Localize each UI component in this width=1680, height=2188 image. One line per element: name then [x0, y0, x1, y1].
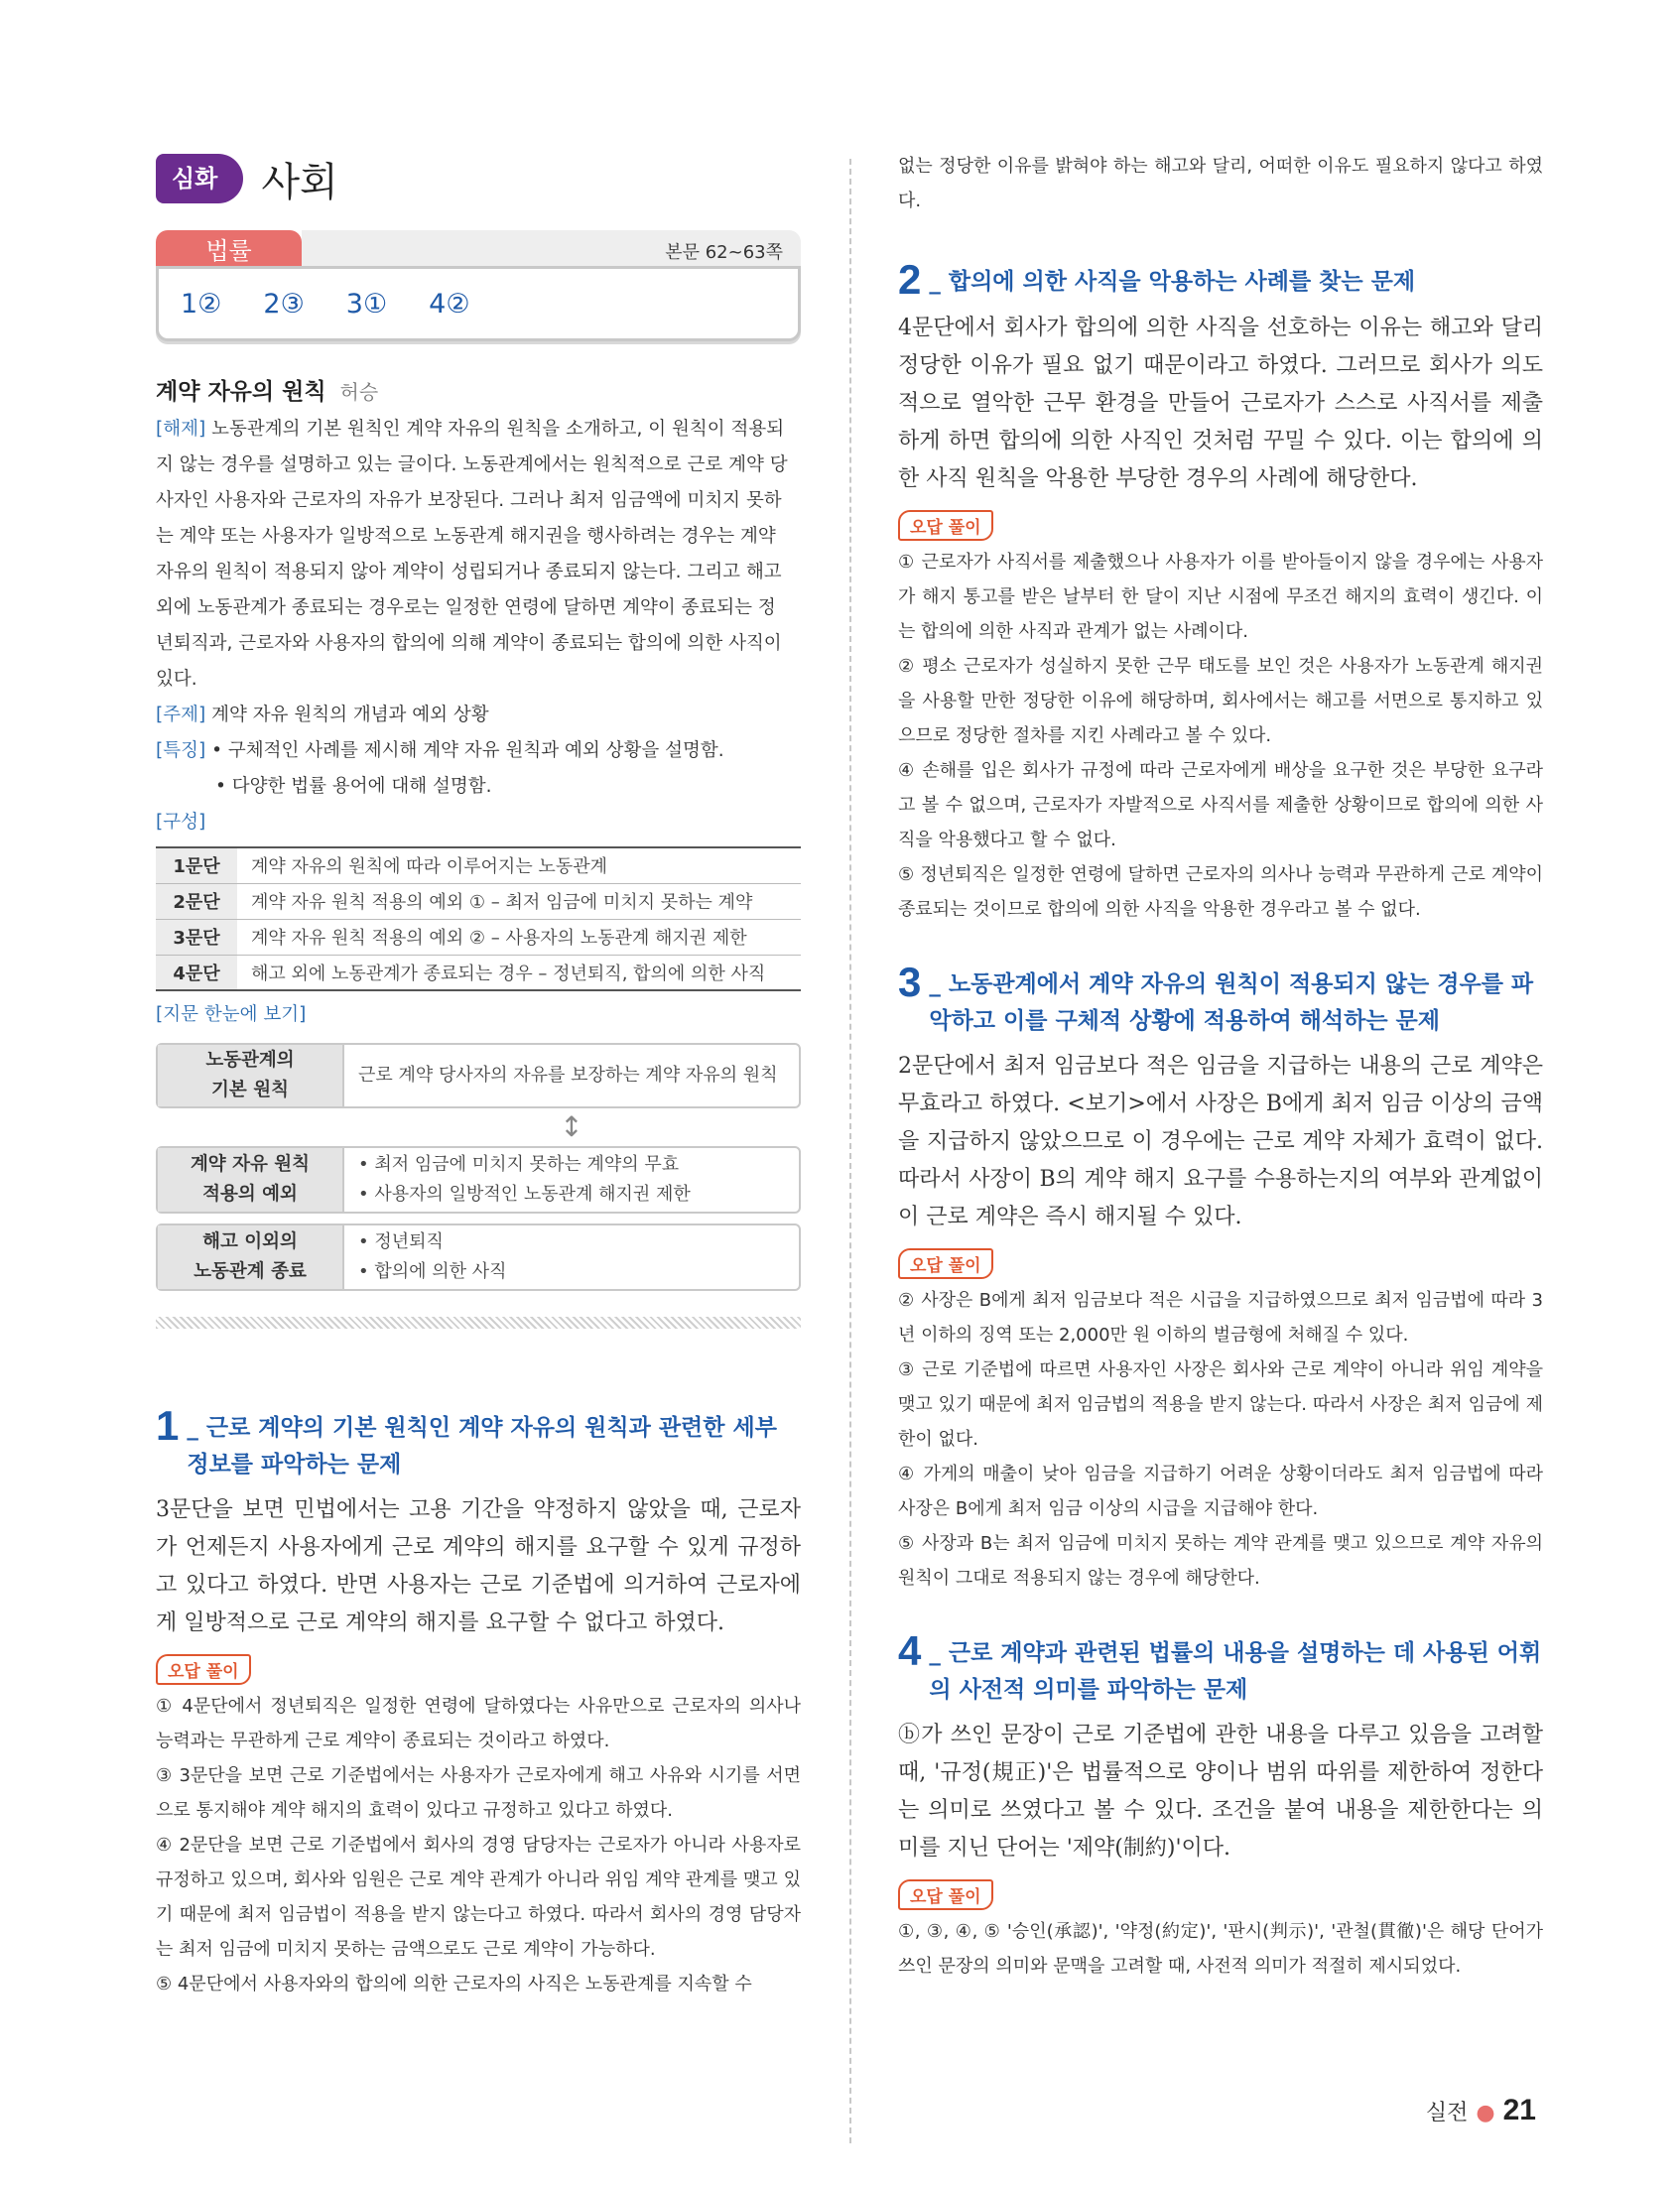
overview-tag: [지문 한눈에 보기] — [156, 1004, 307, 1025]
overview-key — [158, 1045, 344, 1106]
section-header — [156, 149, 801, 208]
overview-value-line: • 사용자의 일방적인 노동관계 해지권 제한 — [358, 1184, 691, 1205]
question-title: _ 합의에 의한 사직을 악용하는 사례를 찾는 문제 — [929, 269, 1416, 295]
question-3 — [898, 961, 1543, 1596]
theme-tag: [주제] — [156, 705, 206, 725]
answer-item: 3① — [345, 288, 388, 320]
structure-label — [156, 805, 801, 840]
intro-line: 지 않는 경우를 설명하고 있는 글이다. 노동관계에서는 원칙적으로 근로 계약 당 — [156, 454, 788, 475]
question-heading — [898, 1629, 1543, 1709]
overview-value-line: • 정년퇴직 — [358, 1231, 444, 1252]
footer-dot-icon: ● — [1476, 2101, 1495, 2125]
overview-row — [156, 1043, 801, 1108]
structure-table — [156, 846, 801, 991]
overview-row — [156, 1223, 801, 1291]
feature-item: • 다양한 법률 용어에 대해 설명함. — [215, 776, 492, 797]
overview-value — [344, 1148, 799, 1212]
question-body: 2문단에서 최저 임금보다 적은 임금을 지급하는 내용의 근로 계약은 무효라고 하였다. <보기>에서 사장은 B에게 최저 임금 이상의 금액을 지급하지 않았으므로 이 경우에는 근로 계약 자체가 효력이 없다. 따라서 사장이 B의 계약 해지 요구를 수용하는지의 여부와 관계없이 이 근로 계약은 즉시 해지될 수 있다. — [898, 1054, 1543, 1229]
wrong-answer-explanation: ①, ③, ④, ⑤ '승인(承認)', '약정(約定)', '판시(判示)', '관철(貫徹)'은 해당 단어가 쓰인 문장의 의미와 문맥을 고려할 때, 사전적 의미가 적절히 제시되었다. — [898, 1921, 1543, 1977]
answer-page-ref: 본문 62~63쪽 — [665, 242, 783, 263]
passage-intro — [156, 412, 801, 698]
intro-line: 있다. — [156, 669, 197, 690]
wrong-answer-badge: 오답 풀이 — [898, 1879, 993, 1910]
table-row — [156, 919, 801, 955]
right-column — [898, 149, 1543, 1984]
footer-label: 실전 — [1425, 2101, 1469, 2125]
passage-title — [156, 373, 801, 406]
question-body: ⓑ가 쓰인 문장이 근로 기준법에 관한 내용을 다루고 있음을 고려할 때, '규정(規正)'은 법률적으로 양이나 범위 따위를 제한하여 정한다는 의미로 쓰였다고 볼 수 있다. 조건을 붙여 내용을 제한한다는 의미를 지닌 단어는 '제약(制約)'이다. — [898, 1723, 1543, 1861]
structure-key: 4문단 — [156, 955, 237, 990]
wrong-answer-badge: 오답 풀이 — [898, 510, 993, 541]
overview-key — [158, 1225, 344, 1289]
question-number: 1 — [156, 1402, 180, 1449]
overview-label — [156, 997, 801, 1033]
intro-line: 는 계약 또는 사용자가 일방적으로 노동관계 해지권을 행사하려는 경우는 계약 — [156, 526, 776, 547]
overview-value-line: • 최저 임금에 미치지 못하는 계약의 무효 — [358, 1154, 680, 1175]
question-heading — [156, 1404, 801, 1483]
left-column — [156, 149, 801, 2001]
structure-tag: [구성] — [156, 812, 206, 833]
answer-tab: 법률 — [156, 230, 302, 272]
answer-item: 4② — [429, 288, 470, 320]
table-row — [156, 847, 801, 883]
overview-key — [158, 1148, 344, 1212]
overview-key-line: 계약 자유 원칙 — [190, 1154, 311, 1175]
answer-item: 2③ — [263, 288, 305, 320]
question-2 — [898, 258, 1543, 927]
intro-line: 자유의 원칙이 적용되지 않아 계약이 성립되거나 종료되지 않는다. 그리고 해고 — [156, 562, 782, 582]
overview-key-line: 노동관계의 — [205, 1050, 295, 1071]
wrong-answer-explanation: ② 사장은 B에게 최저 임금보다 적은 시급을 지급하였으므로 최저 임금법에 따라 3년 이하의 징역 또는 2,000만 원 이하의 벌금형에 처해질 수 있다. ③ 근로 기준법에 따르면 사용자인 사장은 회사와 근로 계약이 아니라 위임 계약을 맺고 있기 때문에 최저 임금법의 적용을 받지 않는다. 따라서 사장은 최저 임금에 제한이 없다. ④ 가게의 매출이 낮아 임금을 지급하기 어려운 상황이더라도 최저 임금법에 따라 사장은 B에게 최저 임금 이상의 시급을 지급해야 한다. ⑤ 사장과 B는 최저 임금에 미치지 못하는 계약 관계를 맺고 있으므로 계약 자유의 원칙이 그대로 적용되지 않는 경우에 해당한다. — [898, 1290, 1543, 1589]
question-heading — [898, 961, 1543, 1040]
question-number: 3 — [898, 959, 922, 1005]
structure-value: 해고 외에 노동관계가 종료되는 경우 – 정년퇴직, 합의에 의한 사직 — [237, 955, 801, 990]
question-body: 3문단을 보면 민법에서는 고용 기간을 약정하지 않았을 때, 근로자가 언제든지 사용자에게 근로 계약의 해지를 요구할 수 있게 규정하고 있다고 하였다. 반면 사용자는 근로 기준법에 의거하여 근로자에게 일방적으로 근로 계약의 해지를 요구할 수 없다고 하였다. — [156, 1497, 801, 1635]
answer-box — [156, 230, 801, 343]
theme-text: 계약 자유 원칙의 개념과 예외 상황 — [211, 705, 489, 725]
table-row — [156, 883, 801, 919]
section-badge: 심화 — [156, 154, 243, 203]
overview-key-line: 기본 원칙 — [211, 1080, 289, 1100]
overview-key-line: 노동관계 종료 — [194, 1261, 307, 1282]
structure-key: 2문단 — [156, 883, 237, 919]
wrong-answer-explanation: ① 근로자가 사직서를 제출했으나 사용자가 이를 받아들이지 않을 경우에는 사용자가 해지 통고를 받은 날부터 한 달이 지난 시점에 무조건 해지의 효력이 생긴다. 이는 합의에 의한 사직과 관계가 없는 사례이다. ② 평소 근로자가 성실하지 못한 근무 태도를 보인 것은 사용자가 노동관계 해지권을 사용할 만한 정당한 이유에 해당하며, 회사에서는 해고를 서면으로 통지하고 있으므로 정당한 절차를 지킨 사례라고 볼 수 있다. ④ 손해를 입은 회사가 규정에 따라 근로자에게 배상을 요구한 것은 부당한 요구라고 볼 수 없으며, 근로자가 자발적으로 사직서를 제출한 상황이므로 합의에 의한 사직을 악용했다고 할 수 없다. ⑤ 정년퇴직은 일정한 연령에 달하면 근로자의 의사나 능력과 무관하게 근로 계약이 종료되는 것이므로 합의에 의한 사직을 악용한 경우라고 볼 수 없다. — [898, 552, 1543, 920]
updown-arrow-icon: ↕ — [560, 1110, 583, 1143]
wrong-answer-badge: 오답 풀이 — [156, 1654, 251, 1685]
structure-key: 1문단 — [156, 847, 237, 883]
question-number: 4 — [898, 1627, 922, 1674]
table-row — [156, 955, 801, 990]
intro-line: 년퇴직과, 근로자와 사용자의 합의에 의해 계약이 종료되는 합의에 의한 사직이 — [156, 633, 782, 654]
question-title: _ 노동관계에서 계약 자유의 원칙이 적용되지 않는 경우를 파악하고 이를 구체적 상황에 적용하여 해석하는 문제 — [929, 971, 1534, 1034]
overview-value-line: 근로 계약 당사자의 자유를 보장하는 계약 자유의 원칙 — [358, 1065, 778, 1086]
intro-line: 사자인 사용자와 근로자의 자유가 보장된다. 그러나 최저 임금액에 미치지 못하 — [156, 490, 782, 511]
overview-value — [344, 1045, 799, 1106]
intro-tag: [해제] — [156, 419, 206, 440]
overview-key-line: 적용의 예외 — [202, 1184, 298, 1205]
page-footer — [1426, 2094, 1536, 2127]
structure-value: 계약 자유 원칙 적용의 예외 ① – 최저 임금에 미치지 못하는 계약 — [237, 883, 801, 919]
question-1 — [156, 1404, 801, 2001]
intro-line: 노동관계의 기본 원칙인 계약 자유의 원칙을 소개하고, 이 원칙이 적용되 — [211, 419, 785, 440]
passage-title-text: 계약 자유의 원칙 — [156, 379, 326, 405]
structure-value: 계약 자유 원칙 적용의 예외 ② – 사용자의 노동관계 해지권 제한 — [237, 919, 801, 955]
question-title: _ 근로 계약의 기본 원칙인 계약 자유의 원칙과 관련한 세부 정보를 파악하는 문제 — [187, 1415, 777, 1478]
passage-theme — [156, 698, 801, 733]
question-4 — [898, 1629, 1543, 1984]
overview-value — [344, 1225, 799, 1289]
wrong-answer-explanation: ① 4문단에서 정년퇴직은 일정한 연령에 달하였다는 사유만으로 근로자의 의사나 능력과는 무관하게 근로 계약이 종료되는 것이라고 하였다. ③ 3문단을 보면 근로 기준법에서는 사용자가 근로자에게 해고 사유와 시기를 서면으로 통지해야 계약 해지의 효력이 있다고 규정하고 있다고 하였다. ④ 2문단을 보면 근로 기준법에서 회사의 경영 담당자는 근로자가 아니라 사용자로 규정하고 있으며, 회사와 임원은 근로 계약 관계가 아니라 위임 계약 관계를 맺고 있기 때문에 최저 임금법이 적용을 받지 않는다고 하였다. 따라서 회사의 경영 담당자는 최저 임금에 미치지 못하는 금액으로도 근로 계약이 가능하다. ⑤ 4문단에서 사용자와의 합의에 의한 근로자의 사직은 노동관계를 지속할 수 — [156, 1696, 801, 1995]
question-1-continuation: 없는 정당한 이유를 밝혀야 하는 해고와 달리, 어떠한 이유도 필요하지 않다고 하였다. — [898, 156, 1543, 211]
wrong-answer-badge: 오답 풀이 — [898, 1248, 993, 1279]
overview-value-line: • 합의에 의한 사직 — [358, 1261, 507, 1282]
answer-item: 1② — [181, 288, 222, 320]
page-number: 21 — [1502, 2094, 1536, 2126]
feature-tag: [특징] — [156, 740, 206, 761]
structure-key: 3문단 — [156, 919, 237, 955]
question-body: 4문단에서 회사가 합의에 의한 사직을 선호하는 이유는 해고와 달리 정당한 이유가 필요 없기 때문이라고 하였다. 그러므로 회사가 의도적으로 열악한 근무 환경을 만들어 근로자가 스스로 사직서를 제출하게 하면 합의에 의한 사직인 것처럼 꾸밀 수 있다. 이는 합의에 의한 사직 원칙을 악용한 부당한 경우의 사례에 해당한다. — [898, 316, 1543, 491]
overview-row — [156, 1146, 801, 1214]
question-number: 2 — [898, 256, 922, 303]
feature-item: • 구체적인 사례를 제시해 계약 자유 원칙과 예외 상황을 설명함. — [211, 740, 724, 761]
passage-source: 허승 — [339, 380, 379, 404]
hatch-divider — [156, 1317, 801, 1329]
intro-line: 외에 노동관계가 종료되는 경우로는 일정한 연령에 달하면 계약이 종료되는 정 — [156, 597, 776, 618]
structure-value: 계약 자유의 원칙에 따라 이루어지는 노동관계 — [237, 847, 801, 883]
overview-key-line: 해고 이외의 — [202, 1231, 298, 1252]
question-heading — [898, 258, 1543, 302]
column-divider — [849, 159, 851, 2143]
question-title: _ 근로 계약과 관련된 법률의 내용을 설명하는 데 사용된 어휘의 사전적 의미를 파악하는 문제 — [929, 1640, 1542, 1703]
answer-list — [156, 266, 801, 341]
section-title: 사회 — [261, 159, 338, 205]
passage-features — [156, 733, 801, 805]
